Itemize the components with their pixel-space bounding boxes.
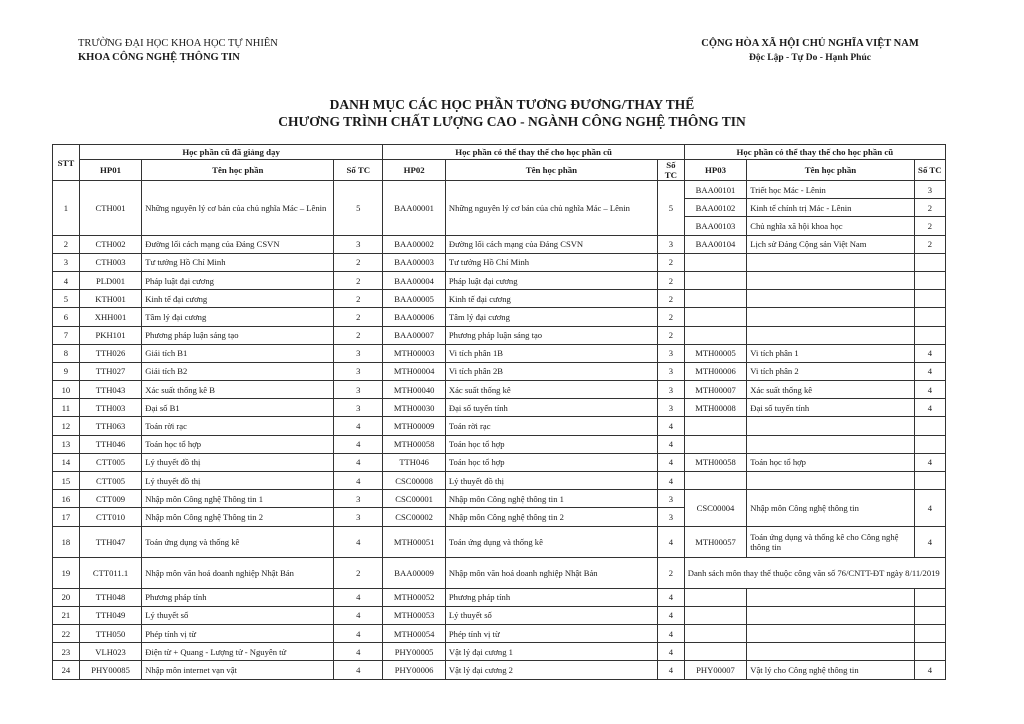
alt-course-code bbox=[684, 624, 747, 642]
title-line-1: DANH MỤC CÁC HỌC PHẦN TƯƠNG ĐƯƠNG/THAY THẾ bbox=[329, 97, 695, 112]
replacement-course-credits: 3 bbox=[657, 235, 684, 253]
alt-course-name: Vật lý cho Công nghệ thông tin bbox=[747, 661, 914, 679]
alt-course-name bbox=[747, 588, 914, 606]
old-course-code: XHH001 bbox=[79, 308, 142, 326]
replacement-course-credits: 4 bbox=[657, 661, 684, 679]
replacement-course-code: MTH00053 bbox=[383, 606, 446, 624]
replacement-course-code: MTH00009 bbox=[383, 417, 446, 435]
table-row bbox=[53, 557, 946, 588]
old-course-credits: 2 bbox=[334, 271, 383, 289]
old-course-code: KTH001 bbox=[79, 290, 142, 308]
row-number: 14 bbox=[53, 453, 80, 471]
replacement-course-code: MTH00030 bbox=[383, 399, 446, 417]
replacement-course-credits: 2 bbox=[657, 253, 684, 271]
old-course-credits: 3 bbox=[334, 344, 383, 362]
table-row bbox=[53, 308, 946, 326]
old-course-credits: 5 bbox=[334, 181, 383, 236]
replacement-course-name: Toán ứng dụng và thống kê bbox=[445, 526, 657, 557]
old-course-credits: 3 bbox=[334, 490, 383, 508]
replacement-course-name: Nhập môn văn hoá doanh nghiệp Nhật Bản bbox=[445, 557, 657, 588]
old-course-code: CTT009 bbox=[79, 490, 142, 508]
old-course-name: Điện từ + Quang - Lượng tử - Nguyên tử bbox=[142, 643, 334, 661]
alt-course-code: PHY00007 bbox=[684, 661, 747, 679]
replacement-course-code: BAA00007 bbox=[383, 326, 446, 344]
replacement-course-code: BAA00006 bbox=[383, 308, 446, 326]
document-header-left bbox=[78, 37, 278, 65]
old-course-code: CTT010 bbox=[79, 508, 142, 526]
old-course-name: Giải tích B2 bbox=[142, 362, 334, 380]
alt-course-name bbox=[747, 624, 914, 642]
faculty-name: KHOA CÔNG NGHỆ THÔNG TIN bbox=[78, 52, 240, 63]
alt-course-code bbox=[684, 290, 747, 308]
old-course-name: Những nguyên lý cơ bản của chủ nghĩa Mác – Lênin bbox=[142, 181, 334, 236]
table-row bbox=[53, 326, 946, 344]
replacement-course-credits: 4 bbox=[657, 435, 684, 453]
table-row bbox=[53, 643, 946, 661]
old-course-code: CTT005 bbox=[79, 453, 142, 471]
alt-course-code bbox=[684, 606, 747, 624]
alt-course-credits: 4 bbox=[914, 526, 945, 557]
national-motto: Độc Lập - Tự Do - Hạnh Phúc bbox=[749, 53, 871, 63]
old-course-credits: 3 bbox=[334, 381, 383, 399]
replacement-course-code: MTH00058 bbox=[383, 435, 446, 453]
alt-course-name bbox=[747, 253, 914, 271]
alt-course-name: Chủ nghĩa xã hội khoa học bbox=[747, 217, 914, 235]
alt-course-credits bbox=[914, 588, 945, 606]
alt-course-code: MTH00008 bbox=[684, 399, 747, 417]
alt-course-credits: 4 bbox=[914, 661, 945, 679]
replacement-course-name: Phép tính vị từ bbox=[445, 624, 657, 642]
alt-course-credits: 4 bbox=[914, 381, 945, 399]
old-course-name: Kinh tế đại cương bbox=[142, 290, 334, 308]
table-row bbox=[53, 235, 946, 253]
table-row bbox=[53, 271, 946, 289]
replacement-course-code: BAA00001 bbox=[383, 181, 446, 236]
old-course-code: TTH043 bbox=[79, 381, 142, 399]
replacement-course-name: Vi tích phân 2B bbox=[445, 362, 657, 380]
old-course-name: Nhập môn văn hoá doanh nghiệp Nhật Bản bbox=[142, 557, 334, 588]
replacement-course-credits: 4 bbox=[657, 606, 684, 624]
alt-course-code bbox=[684, 271, 747, 289]
old-course-code: VLH023 bbox=[79, 643, 142, 661]
replacement-course-name: Kinh tế đại cương bbox=[445, 290, 657, 308]
old-course-credits: 2 bbox=[334, 290, 383, 308]
old-course-credits: 4 bbox=[334, 526, 383, 557]
table-row bbox=[53, 362, 946, 380]
replacement-course-credits: 4 bbox=[657, 526, 684, 557]
row-number: 10 bbox=[53, 381, 80, 399]
country-name: CỘNG HÒA XÃ HỘI CHỦ NGHĨA VIỆT NAM bbox=[701, 38, 919, 49]
replacement-course-name: Đại số tuyến tính bbox=[445, 399, 657, 417]
old-course-name: Toán học tổ hợp bbox=[142, 435, 334, 453]
alt-course-name: Triết học Mác - Lênin bbox=[747, 181, 914, 199]
alt-course-code: BAA00101 bbox=[684, 181, 747, 199]
replacement-note: Danh sách môn thay thế thuộc công văn số 76/CNTT-ĐT ngày 8/11/2019 bbox=[684, 557, 945, 588]
alt-course-credits bbox=[914, 624, 945, 642]
row-number: 4 bbox=[53, 271, 80, 289]
replacement-course-credits: 4 bbox=[657, 453, 684, 471]
row-number: 8 bbox=[53, 344, 80, 362]
old-course-code: CTH003 bbox=[79, 253, 142, 271]
row-number: 13 bbox=[53, 435, 80, 453]
table-row bbox=[53, 606, 946, 624]
name1-header: Tên học phần bbox=[142, 160, 334, 181]
replacement-course-name: Đường lối cách mạng của Đảng CSVN bbox=[445, 235, 657, 253]
alt-course-code bbox=[684, 326, 747, 344]
replacement-course-name: Toán rời rạc bbox=[445, 417, 657, 435]
alt-course-name: Lịch sử Đảng Cộng sản Việt Nam bbox=[747, 235, 914, 253]
table-column-header-row bbox=[53, 160, 946, 181]
table-row bbox=[53, 472, 946, 490]
old-course-name: Giải tích B1 bbox=[142, 344, 334, 362]
alt-course-credits bbox=[914, 326, 945, 344]
replacement-course-code: MTH00054 bbox=[383, 624, 446, 642]
alt-course-credits: 4 bbox=[914, 490, 945, 526]
document-title bbox=[0, 96, 1024, 130]
replacement-course-name: Nhập môn Công nghệ thông tin 2 bbox=[445, 508, 657, 526]
table-group-header-row bbox=[53, 145, 946, 160]
alt-course-credits: 4 bbox=[914, 362, 945, 380]
replacement-course-credits: 3 bbox=[657, 381, 684, 399]
old-course-code: TTH049 bbox=[79, 606, 142, 624]
alt-replacement-group-header: Học phần có thể thay thế cho học phần cũ bbox=[684, 145, 945, 160]
name2-header: Tên học phần bbox=[445, 160, 657, 181]
replacement-course-name: Tâm lý đại cương bbox=[445, 308, 657, 326]
old-course-name: Lý thuyết số bbox=[142, 606, 334, 624]
table-row bbox=[53, 661, 946, 679]
alt-course-credits bbox=[914, 606, 945, 624]
old-course-credits: 4 bbox=[334, 661, 383, 679]
alt-course-name bbox=[747, 290, 914, 308]
alt-course-credits bbox=[914, 290, 945, 308]
alt-course-credits: 2 bbox=[914, 217, 945, 235]
alt-course-name bbox=[747, 435, 914, 453]
table-row bbox=[53, 453, 946, 471]
old-course-code: PKH101 bbox=[79, 326, 142, 344]
alt-course-credits bbox=[914, 643, 945, 661]
old-course-credits: 2 bbox=[334, 326, 383, 344]
old-course-name: Tâm lý đại cương bbox=[142, 308, 334, 326]
replacement-course-name: Pháp luật đại cương bbox=[445, 271, 657, 289]
alt-course-code bbox=[684, 588, 747, 606]
row-number: 16 bbox=[53, 490, 80, 508]
alt-course-code: MTH00007 bbox=[684, 381, 747, 399]
replacement-course-credits: 3 bbox=[657, 344, 684, 362]
row-number: 12 bbox=[53, 417, 80, 435]
row-number: 15 bbox=[53, 472, 80, 490]
alt-course-credits bbox=[914, 417, 945, 435]
row-number: 23 bbox=[53, 643, 80, 661]
replacement-course-name: Vật lý đại cương 2 bbox=[445, 661, 657, 679]
alt-course-name bbox=[747, 271, 914, 289]
old-course-credits: 3 bbox=[334, 508, 383, 526]
old-course-name: Lý thuyết đồ thị bbox=[142, 453, 334, 471]
alt-course-name bbox=[747, 606, 914, 624]
row-number: 11 bbox=[53, 399, 80, 417]
replacement-course-name: Phương pháp luận sáng tạo bbox=[445, 326, 657, 344]
replacement-course-credits: 5 bbox=[657, 181, 684, 236]
old-course-code: TTH046 bbox=[79, 435, 142, 453]
old-course-name: Phương pháp luận sáng tạo bbox=[142, 326, 334, 344]
old-course-name: Tư tưởng Hồ Chí Minh bbox=[142, 253, 334, 271]
old-course-code: PHY00085 bbox=[79, 661, 142, 679]
alt-course-credits: 2 bbox=[914, 199, 945, 217]
row-number: 17 bbox=[53, 508, 80, 526]
old-course-name: Pháp luật đại cương bbox=[142, 271, 334, 289]
old-course-credits: 3 bbox=[334, 235, 383, 253]
alt-course-credits: 4 bbox=[914, 344, 945, 362]
old-course-name: Nhập môn Công nghệ Thông tin 2 bbox=[142, 508, 334, 526]
alt-course-name bbox=[747, 326, 914, 344]
row-number: 19 bbox=[53, 557, 80, 588]
old-course-credits: 2 bbox=[334, 253, 383, 271]
replacement-course-credits: 2 bbox=[657, 290, 684, 308]
old-course-code: CTT011.1 bbox=[79, 557, 142, 588]
replacement-course-name: Toán học tổ hợp bbox=[445, 453, 657, 471]
replacement-course-code: MTH00004 bbox=[383, 362, 446, 380]
old-course-name: Nhập môn Công nghệ Thông tin 1 bbox=[142, 490, 334, 508]
table-body bbox=[53, 181, 946, 680]
stt-header: STT bbox=[53, 145, 80, 181]
old-course-group-header: Học phần cũ đã giảng dạy bbox=[79, 145, 383, 160]
table-row bbox=[53, 435, 946, 453]
old-course-credits: 2 bbox=[334, 308, 383, 326]
table-row bbox=[53, 181, 946, 199]
old-course-credits: 4 bbox=[334, 453, 383, 471]
alt-course-code: MTH00006 bbox=[684, 362, 747, 380]
replacement-course-name: Xác suất thống kê bbox=[445, 381, 657, 399]
replacement-course-name: Lý thuyết số bbox=[445, 606, 657, 624]
hp02-header: HP02 bbox=[383, 160, 446, 181]
old-course-code: TTH048 bbox=[79, 588, 142, 606]
alt-course-code: BAA00104 bbox=[684, 235, 747, 253]
replacement-course-code: BAA00002 bbox=[383, 235, 446, 253]
alt-course-code bbox=[684, 417, 747, 435]
replacement-course-code: PHY00005 bbox=[383, 643, 446, 661]
old-course-code: PLD001 bbox=[79, 271, 142, 289]
replacement-course-code: MTH00040 bbox=[383, 381, 446, 399]
replacement-group-header: Học phần có thể thay thế cho học phần cũ bbox=[383, 145, 684, 160]
old-course-credits: 4 bbox=[334, 606, 383, 624]
tc3-header: Số TC bbox=[914, 160, 945, 181]
old-course-credits: 4 bbox=[334, 435, 383, 453]
alt-course-code: MTH00057 bbox=[684, 526, 747, 557]
alt-course-code: BAA00102 bbox=[684, 199, 747, 217]
table-row bbox=[53, 624, 946, 642]
alt-course-name: Xác suất thống kê bbox=[747, 381, 914, 399]
old-course-code: TTH047 bbox=[79, 526, 142, 557]
old-course-credits: 4 bbox=[334, 624, 383, 642]
alt-course-code: BAA00103 bbox=[684, 217, 747, 235]
replacement-course-credits: 3 bbox=[657, 362, 684, 380]
tc2-header: Số TC bbox=[657, 160, 684, 181]
old-course-credits: 2 bbox=[334, 557, 383, 588]
old-course-name: Đại số B1 bbox=[142, 399, 334, 417]
old-course-name: Phép tính vị từ bbox=[142, 624, 334, 642]
alt-course-credits bbox=[914, 271, 945, 289]
row-number: 1 bbox=[53, 181, 80, 236]
alt-course-name: Đại số tuyến tính bbox=[747, 399, 914, 417]
replacement-course-code: CSC00002 bbox=[383, 508, 446, 526]
replacement-course-code: PHY00006 bbox=[383, 661, 446, 679]
table-row bbox=[53, 399, 946, 417]
row-number: 6 bbox=[53, 308, 80, 326]
old-course-code: CTT005 bbox=[79, 472, 142, 490]
alt-course-code bbox=[684, 253, 747, 271]
replacement-course-code: MTH00003 bbox=[383, 344, 446, 362]
replacement-course-code: MTH00051 bbox=[383, 526, 446, 557]
alt-course-code bbox=[684, 435, 747, 453]
replacement-course-name: Vật lý đại cương 1 bbox=[445, 643, 657, 661]
replacement-course-code: MTH00052 bbox=[383, 588, 446, 606]
replacement-course-code: BAA00003 bbox=[383, 253, 446, 271]
row-number: 3 bbox=[53, 253, 80, 271]
alt-course-credits: 4 bbox=[914, 453, 945, 471]
replacement-course-credits: 4 bbox=[657, 417, 684, 435]
row-number: 24 bbox=[53, 661, 80, 679]
replacement-course-name: Toán học tổ hợp bbox=[445, 435, 657, 453]
old-course-code: TTH063 bbox=[79, 417, 142, 435]
table-row bbox=[53, 417, 946, 435]
alt-course-code: CSC00004 bbox=[684, 490, 747, 526]
old-course-name: Nhập môn internet vạn vật bbox=[142, 661, 334, 679]
row-number: 22 bbox=[53, 624, 80, 642]
alt-course-code bbox=[684, 308, 747, 326]
replacement-course-code: CSC00001 bbox=[383, 490, 446, 508]
replacement-course-credits: 2 bbox=[657, 271, 684, 289]
old-course-credits: 3 bbox=[334, 362, 383, 380]
old-course-code: CTH001 bbox=[79, 181, 142, 236]
alt-course-credits: 2 bbox=[914, 235, 945, 253]
name3-header: Tên học phần bbox=[747, 160, 914, 181]
replacement-course-credits: 2 bbox=[657, 326, 684, 344]
old-course-code: TTH003 bbox=[79, 399, 142, 417]
replacement-course-credits: 4 bbox=[657, 643, 684, 661]
old-course-name: Lý thuyết đồ thị bbox=[142, 472, 334, 490]
row-number: 2 bbox=[53, 235, 80, 253]
alt-course-name: Toán học tổ hợp bbox=[747, 453, 914, 471]
alt-course-name: Kinh tế chính trị Mác - Lênin bbox=[747, 199, 914, 217]
alt-course-code: MTH00058 bbox=[684, 453, 747, 471]
alt-course-code bbox=[684, 472, 747, 490]
row-number: 5 bbox=[53, 290, 80, 308]
old-course-name: Đường lối cách mạng của Đảng CSVN bbox=[142, 235, 334, 253]
replacement-course-name: Vi tích phân 1B bbox=[445, 344, 657, 362]
replacement-course-name: Tư tưởng Hồ Chí Minh bbox=[445, 253, 657, 271]
row-number: 21 bbox=[53, 606, 80, 624]
alt-course-code bbox=[684, 643, 747, 661]
alt-course-name bbox=[747, 417, 914, 435]
document-header-right bbox=[690, 37, 930, 65]
alt-course-credits bbox=[914, 472, 945, 490]
old-course-credits: 4 bbox=[334, 472, 383, 490]
replacement-course-credits: 3 bbox=[657, 508, 684, 526]
replacement-course-name: Những nguyên lý cơ bản của chủ nghĩa Mác – Lênin bbox=[445, 181, 657, 236]
old-course-code: TTH027 bbox=[79, 362, 142, 380]
replacement-course-code: TTH046 bbox=[383, 453, 446, 471]
old-course-name: Phương pháp tính bbox=[142, 588, 334, 606]
alt-course-name: Vi tích phân 2 bbox=[747, 362, 914, 380]
row-number: 7 bbox=[53, 326, 80, 344]
old-course-credits: 4 bbox=[334, 417, 383, 435]
alt-course-name: Toán ứng dụng và thống kê cho Công nghệ thông tin bbox=[747, 526, 914, 557]
alt-course-credits: 3 bbox=[914, 181, 945, 199]
table-row bbox=[53, 381, 946, 399]
row-number: 20 bbox=[53, 588, 80, 606]
replacement-course-credits: 2 bbox=[657, 308, 684, 326]
alt-course-name: Vi tích phân 1 bbox=[747, 344, 914, 362]
replacement-course-credits: 2 bbox=[657, 557, 684, 588]
replacement-course-credits: 4 bbox=[657, 472, 684, 490]
tc1-header: Số TC bbox=[334, 160, 383, 181]
alt-course-credits bbox=[914, 308, 945, 326]
replacement-course-name: Phương pháp tính bbox=[445, 588, 657, 606]
table-row bbox=[53, 526, 946, 557]
old-course-name: Xác suất thống kê B bbox=[142, 381, 334, 399]
hp03-header: HP03 bbox=[684, 160, 747, 181]
replacement-course-code: BAA00004 bbox=[383, 271, 446, 289]
replacement-course-credits: 3 bbox=[657, 490, 684, 508]
table-row bbox=[53, 344, 946, 362]
replacement-course-code: BAA00005 bbox=[383, 290, 446, 308]
old-course-code: CTH002 bbox=[79, 235, 142, 253]
title-line-2: CHƯƠNG TRÌNH CHẤT LƯỢNG CAO - NGÀNH CÔNG NGHỆ THÔNG TIN bbox=[278, 114, 746, 129]
row-number: 9 bbox=[53, 362, 80, 380]
alt-course-code: MTH00005 bbox=[684, 344, 747, 362]
alt-course-credits bbox=[914, 435, 945, 453]
replacement-course-code: CSC00008 bbox=[383, 472, 446, 490]
old-course-credits: 3 bbox=[334, 399, 383, 417]
row-number: 18 bbox=[53, 526, 80, 557]
university-name: TRƯỜNG ĐẠI HỌC KHOA HỌC TỰ NHIÊN bbox=[78, 38, 278, 49]
replacement-course-name: Lý thuyết đồ thị bbox=[445, 472, 657, 490]
replacement-course-credits: 4 bbox=[657, 588, 684, 606]
alt-course-name bbox=[747, 308, 914, 326]
alt-course-credits: 4 bbox=[914, 399, 945, 417]
hp01-header: HP01 bbox=[79, 160, 142, 181]
replacement-course-credits: 3 bbox=[657, 399, 684, 417]
alt-course-name bbox=[747, 472, 914, 490]
old-course-code: TTH026 bbox=[79, 344, 142, 362]
old-course-name: Toán rời rạc bbox=[142, 417, 334, 435]
course-equivalence-table bbox=[52, 144, 946, 680]
old-course-credits: 4 bbox=[334, 588, 383, 606]
table-row bbox=[53, 253, 946, 271]
old-course-credits: 4 bbox=[334, 643, 383, 661]
replacement-course-name: Nhập môn Công nghệ thông tin 1 bbox=[445, 490, 657, 508]
alt-course-name: Nhập môn Công nghệ thông tin bbox=[747, 490, 914, 526]
table-row bbox=[53, 290, 946, 308]
table-row bbox=[53, 588, 946, 606]
table-row bbox=[53, 490, 946, 508]
old-course-name: Toán ứng dụng và thống kê bbox=[142, 526, 334, 557]
alt-course-credits bbox=[914, 253, 945, 271]
old-course-code: TTH050 bbox=[79, 624, 142, 642]
replacement-course-code: BAA00009 bbox=[383, 557, 446, 588]
alt-course-name bbox=[747, 643, 914, 661]
replacement-course-credits: 4 bbox=[657, 624, 684, 642]
